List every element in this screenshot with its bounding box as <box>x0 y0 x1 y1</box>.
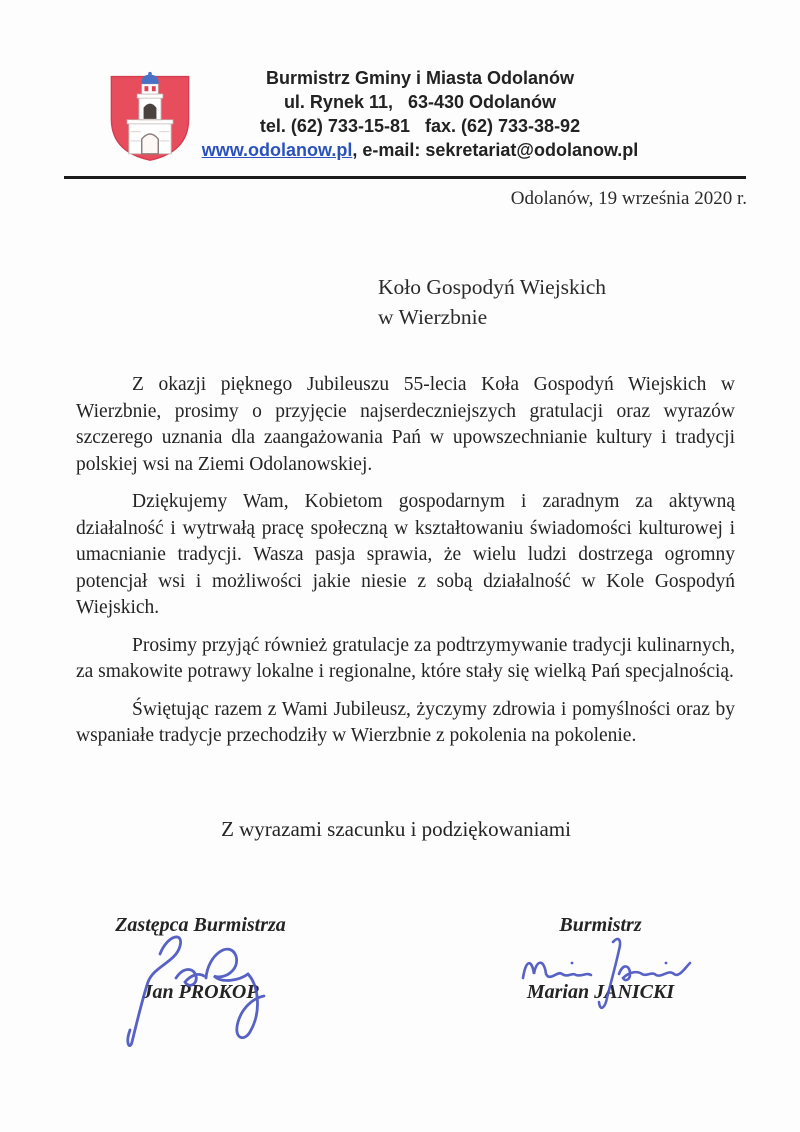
letterhead <box>150 66 690 162</box>
paragraph-3: Prosimy przyjąć również gratulacje za podtrzymywanie tradycji kulinarnych, za smakowite potrawy lokalne i regionalne, które stały się wielką Pań specjalnością. <box>76 634 735 682</box>
signature-name-left: Jan PROKOP <box>142 981 259 1003</box>
letterhead-phone-fax: tel. (62) 733-15-81 fax. (62) 733-38-92 <box>259 116 581 136</box>
paragraph-4: Świętując razem z Wami Jubileusz, życzymy zdrowia i pomyślności oraz by wspaniałe tradycje przechodziły w Wierzbnie z pokolenia na pokolenie. <box>76 698 735 746</box>
date-line: Odolanów, 19 września 2020 r. <box>510 188 747 209</box>
email-text: , e-mail: sekretariat@odolanow.pl <box>352 140 639 160</box>
letterhead-org-name: Burmistrz Gminy i Miasta Odolanów <box>265 68 575 88</box>
letterhead-contact-line <box>150 138 690 162</box>
recipient-block <box>378 272 606 332</box>
paragraph-1: Z okazji pięknego Jubileuszu 55-lecia Koła Gospodyń Wiejskich w Wierzbnie, prosimy o przyjęcie najserdeczniejszych gratulacji oraz wyrazów szczerego uznania dla zaangażowania Pań w upowszechnianie kultury i tradycji polskiej wsi na Ziemi Odolanowskiej. <box>76 374 735 475</box>
closing-line: Z wyrazami szacunku i podziękowaniami <box>221 817 571 841</box>
letter-body <box>76 372 735 761</box>
website-link[interactable]: www.odolanow.pl <box>201 140 353 160</box>
signature-title-right: Burmistrz <box>559 914 642 936</box>
recipient-line-1: Koło Gospodyń Wiejskich <box>378 275 607 299</box>
paragraph-2: Dziękujemy Wam, Kobietom gospodarnym i zaradnym za aktywną działalność i wytrwałą pracę społeczną w kształtowaniu świadomości kulturowej i umacnianie tradycji. Wasza pasja sprawia, że wielu ludzi dostrzega ogromny potencjał wsi i możliwości jakie niesie z sobą działalność w Kole Gospodyń Wiejskich. <box>76 491 735 618</box>
signature-title-left: Zastępca Burmistrza <box>115 914 286 936</box>
signature-name-right: Marian JANICKI <box>526 981 675 1003</box>
header-divider <box>64 176 746 179</box>
recipient-line-2: w Wierzbnie <box>378 305 488 329</box>
letterhead-address: ul. Rynek 11, 63-430 Odolanów <box>283 92 557 112</box>
